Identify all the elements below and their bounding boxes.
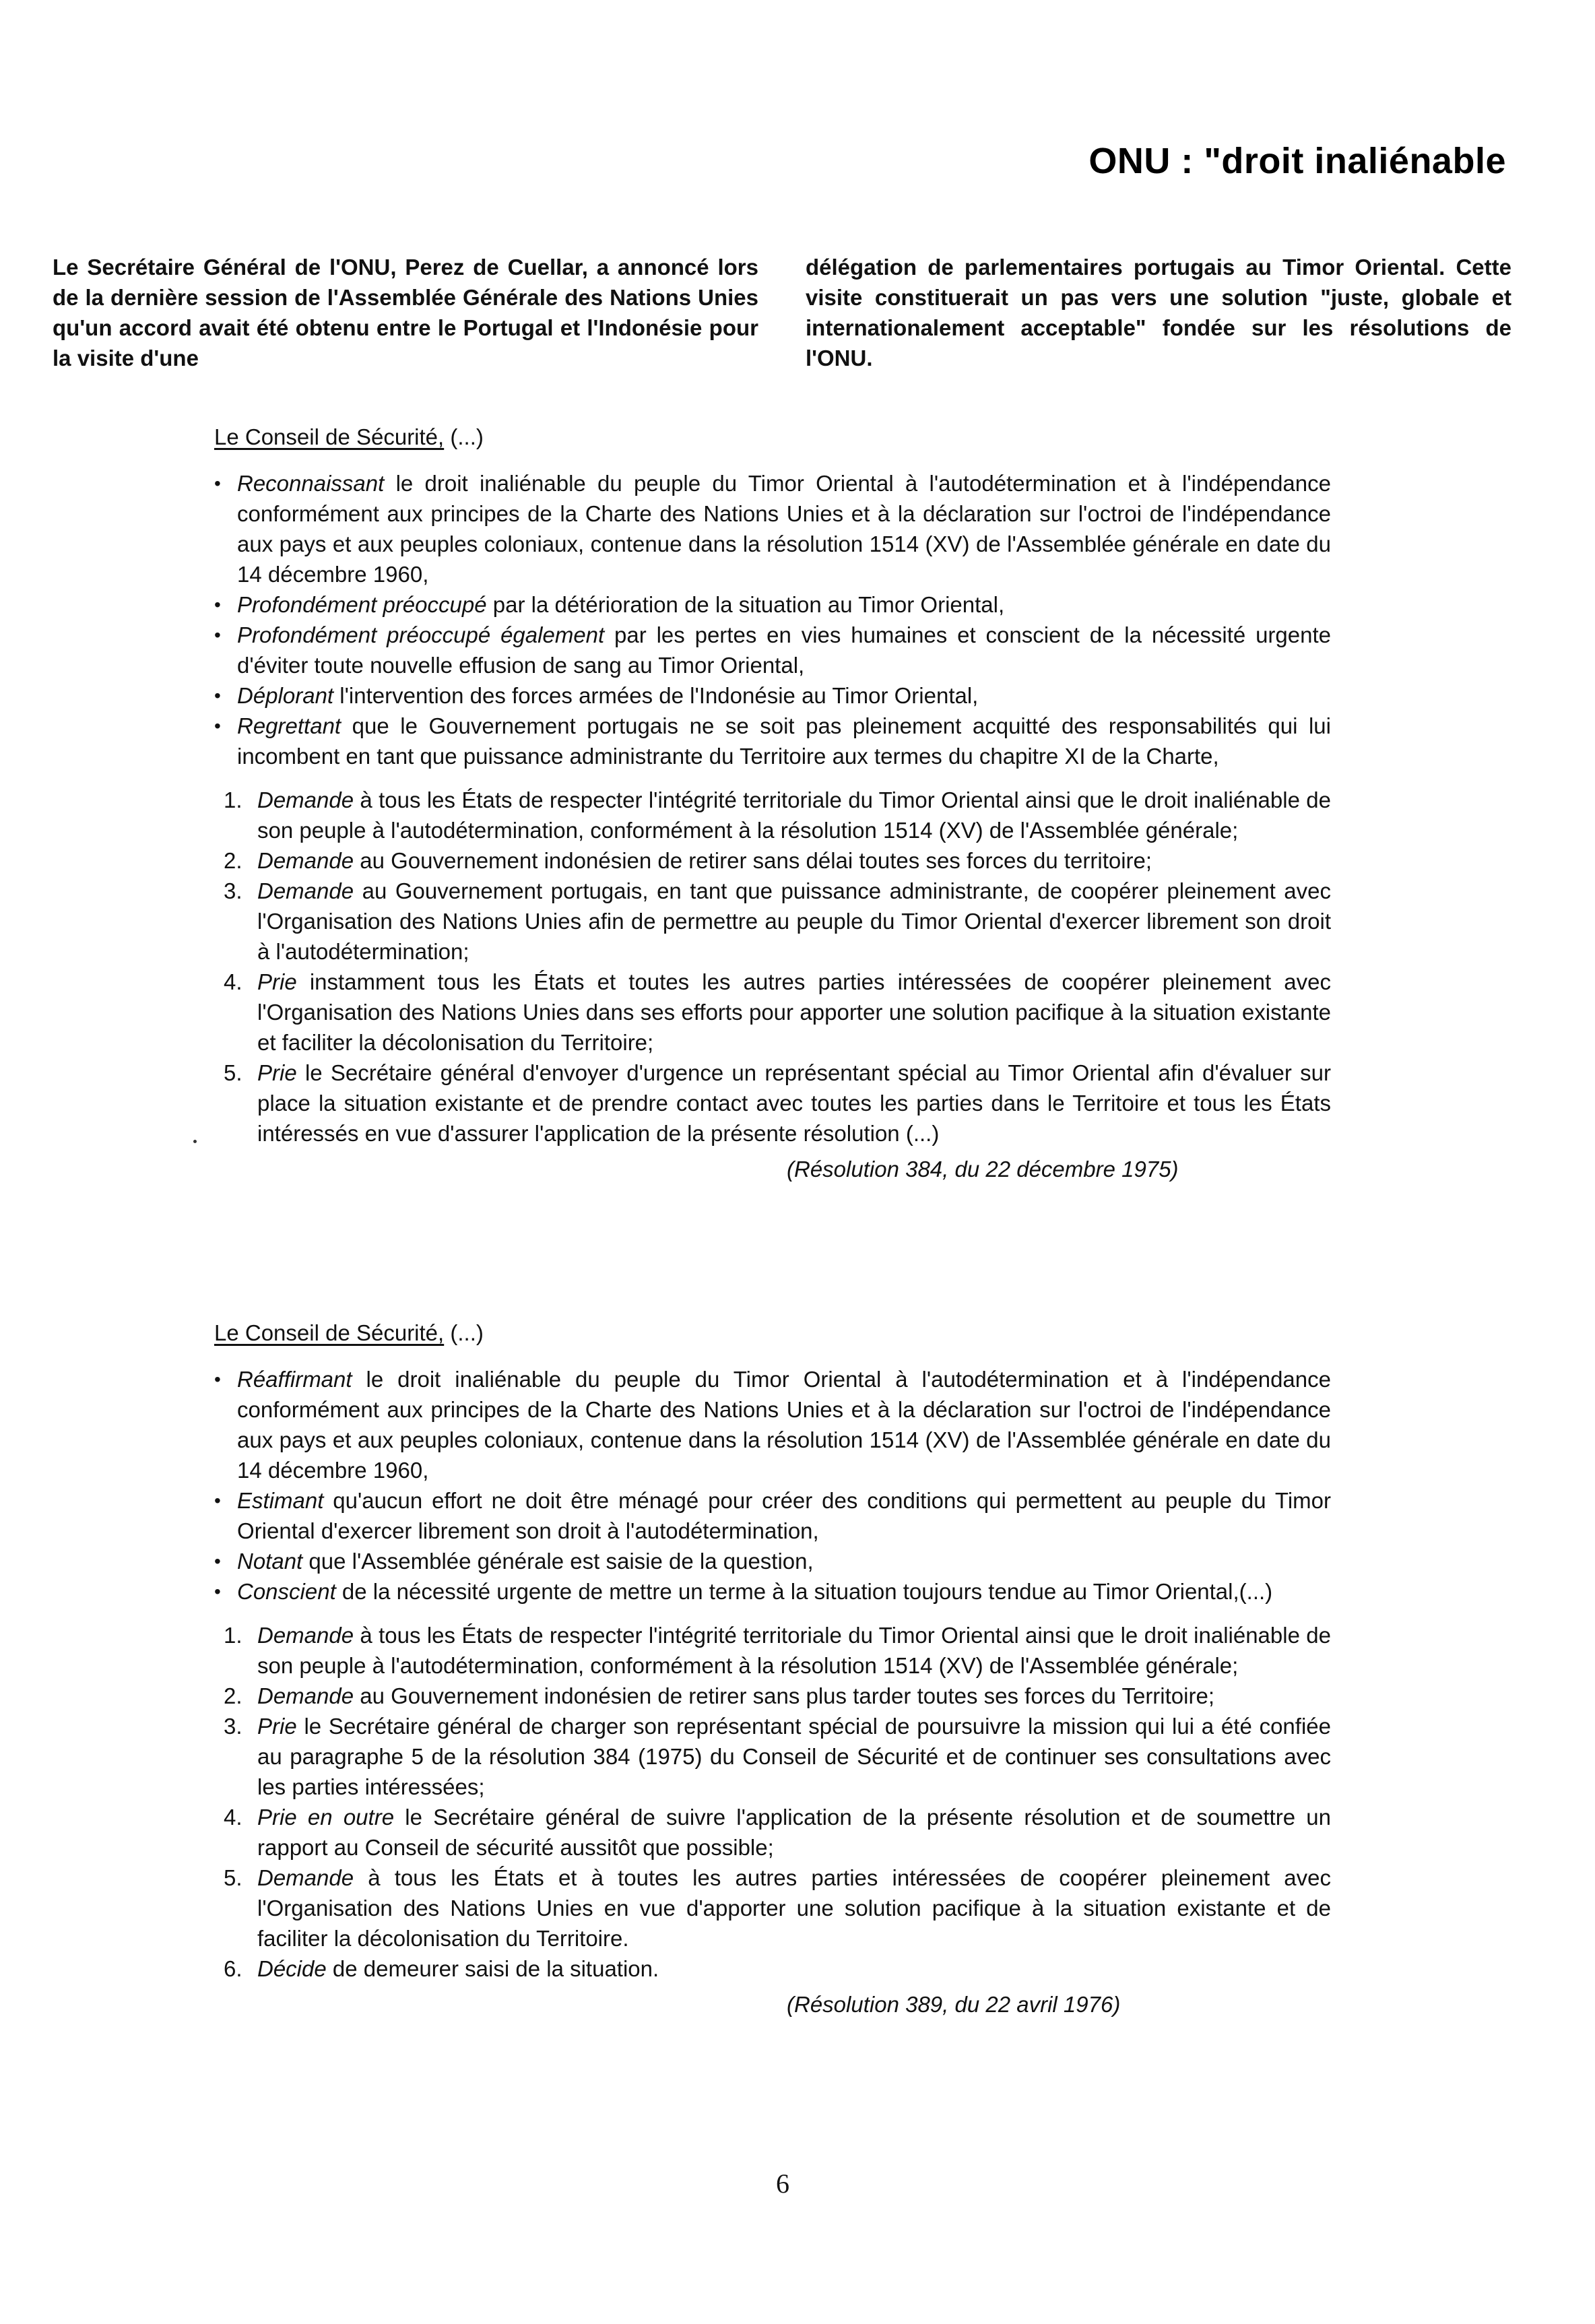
page-number: 6 [776, 2168, 789, 2199]
resolution-384 [214, 422, 1331, 1184]
operative-list [214, 1620, 1331, 1984]
list-item: • Notant que l'Assemblée générale est saisie de la question, [214, 1546, 1331, 1576]
considerations-list [214, 468, 1331, 771]
list-item: • Conscient de la nécessité urgente de mettre un terme à la situation toujours tendue au Timor Oriental,(...) [214, 1576, 1331, 1607]
list-item: • Reconnaissant le droit inaliénable du peuple du Timor Oriental à l'autodétermination et à l'indépendance conformément aux principes de la Charte des Nations Unies et à la déclaration sur l'octroi de l'indépendance aux pays et aux peuples coloniaux, contenue dans la résolution 1514 (XV) de l'Assemblée générale en date du 14 décembre 1960, [214, 468, 1331, 589]
list-item: • Réaffirmant le droit inaliénable du peuple du Timor Oriental à l'autodétermination et à l'indépendance conformément aux principes de la Charte des Nations Unies et à la déclaration sur l'octroi de l'indépendance aux pays et aux peuples coloniaux, contenue dans la résolution 1514 (XV) de l'Assemblée générale en date du 14 décembre 1960, [214, 1364, 1331, 1485]
intro-column-right: délégation de parlementaires portugais au Timor Oriental. Cette visite constituerait un pas vers une solution "juste, globale et internationalement acceptable" fondée sur les résolutions de l'ONU. [806, 255, 1511, 370]
resolution-389 [214, 1318, 1331, 2020]
resolution-citation: (Résolution 389, du 22 avril 1976) [787, 1992, 1121, 2017]
list-item: 1. Demande à tous les États de respecter l'intégrité territoriale du Timor Oriental ainsi que le droit inaliénable de son peuple à l'autodétermination, conformément à la résolution 1514 (XV) de l'Assemblée générale; [224, 1623, 1331, 1678]
list-item: 3. Demande au Gouvernement portugais, en tant que puissance administrante, de coopérer pleinement avec l'Organisation des Nations Unies afin de permettre au peuple du Timor Oriental d'exercer librement son droit à l'autodétermination; [224, 878, 1331, 964]
page-title: ONU : "droit inaliénable [1088, 141, 1506, 181]
list-item: • Déplorant l'intervention des forces armées de l'Indonésie au Timor Oriental, [214, 680, 1331, 711]
list-item: 2. Demande au Gouvernement indonésien de retirer sans plus tarder toutes ses forces du Territoire; [224, 1683, 1214, 1708]
resolution-heading: Le Conseil de Sécurité, (...) [214, 424, 484, 449]
list-item: 5. Prie le Secrétaire général d'envoyer d'urgence un représentant spécial au Timor Oriental afin d'évaluer sur place la situation existante et de prendre contact avec toutes les parties dans le Territoire et tous les États intéressés en vue d'assurer l'application de la présente résolution (...) [224, 1060, 1331, 1146]
list-item: • Profondément préoccupé par la détérioration de la situation au Timor Oriental, [214, 589, 1331, 620]
list-item: • Profondément préoccupé également par les pertes en vies humaines et conscient de la nécessité urgente d'éviter toute nouvelle effusion de sang au Timor Oriental, [214, 620, 1331, 680]
list-item: 6. Décide de demeurer saisi de la situation. [224, 1956, 659, 1981]
list-item: 2. Demande au Gouvernement indonésien de retirer sans délai toutes ses forces du territoire; [224, 848, 1152, 873]
list-item: 4. Prie en outre le Secrétaire général de suivre l'application de la présente résolution et de soumettre un rapport au Conseil de sécurité aussitôt que possible; [224, 1805, 1331, 1860]
list-item: 4. Prie instamment tous les États et toutes les autres parties intéressées de coopérer pleinement avec l'Organisation des Nations Unies dans ses efforts pour apporter une solution pacifique à la situation existante et faciliter la décolonisation du Territoire; [224, 969, 1331, 1055]
intro-column-left: Le Secrétaire Général de l'ONU, Perez de Cuellar, a annoncé lors de la dernière session de l'Assemblée Générale des Nations Unies qu'un accord avait été obtenu entre le Portugal et l'Indonésie pour la visite d'une [53, 255, 758, 370]
resolution-heading: Le Conseil de Sécurité, (...) [214, 1320, 484, 1345]
resolution-citation: (Résolution 384, du 22 décembre 1975) [787, 1157, 1179, 1182]
scan-artifact-dot [193, 1140, 197, 1143]
list-item: 5. Demande à tous les États et à toutes les autres parties intéressées de coopérer pleinement avec l'Organisation des Nations Unies en vue d'apporter une solution pacifique à la situation existante et de faciliter la décolonisation du Territoire. [224, 1865, 1331, 1951]
list-item: 3. Prie le Secrétaire général de charger son représentant spécial de poursuivre la mission qui lui a été confiée au paragraphe 5 de la résolution 384 (1975) du Conseil de Sécurité et de continuer ses consultations avec les parties intéressées; [224, 1714, 1331, 1799]
operative-list [214, 785, 1331, 1149]
considerations-list [214, 1364, 1331, 1607]
list-item: • Regrettant que le Gouvernement portugais ne se soit pas pleinement acquitté des responsabilités qui lui incombent en tant que puissance administrante du Territoire aux termes du chapitre XI de la Charte, [214, 711, 1331, 771]
list-item: 1. Demande à tous les États de respecter l'intégrité territoriale du Timor Oriental ainsi que le droit inaliénable de son peuple à l'autodétermination, conformément à la résolution 1514 (XV) de l'Assemblée générale; [224, 787, 1331, 843]
list-item: • Estimant qu'aucun effort ne doit être ménagé pour créer des conditions qui permettent au peuple du Timor Oriental d'exercer librement son droit à l'autodétermination, [214, 1485, 1331, 1546]
